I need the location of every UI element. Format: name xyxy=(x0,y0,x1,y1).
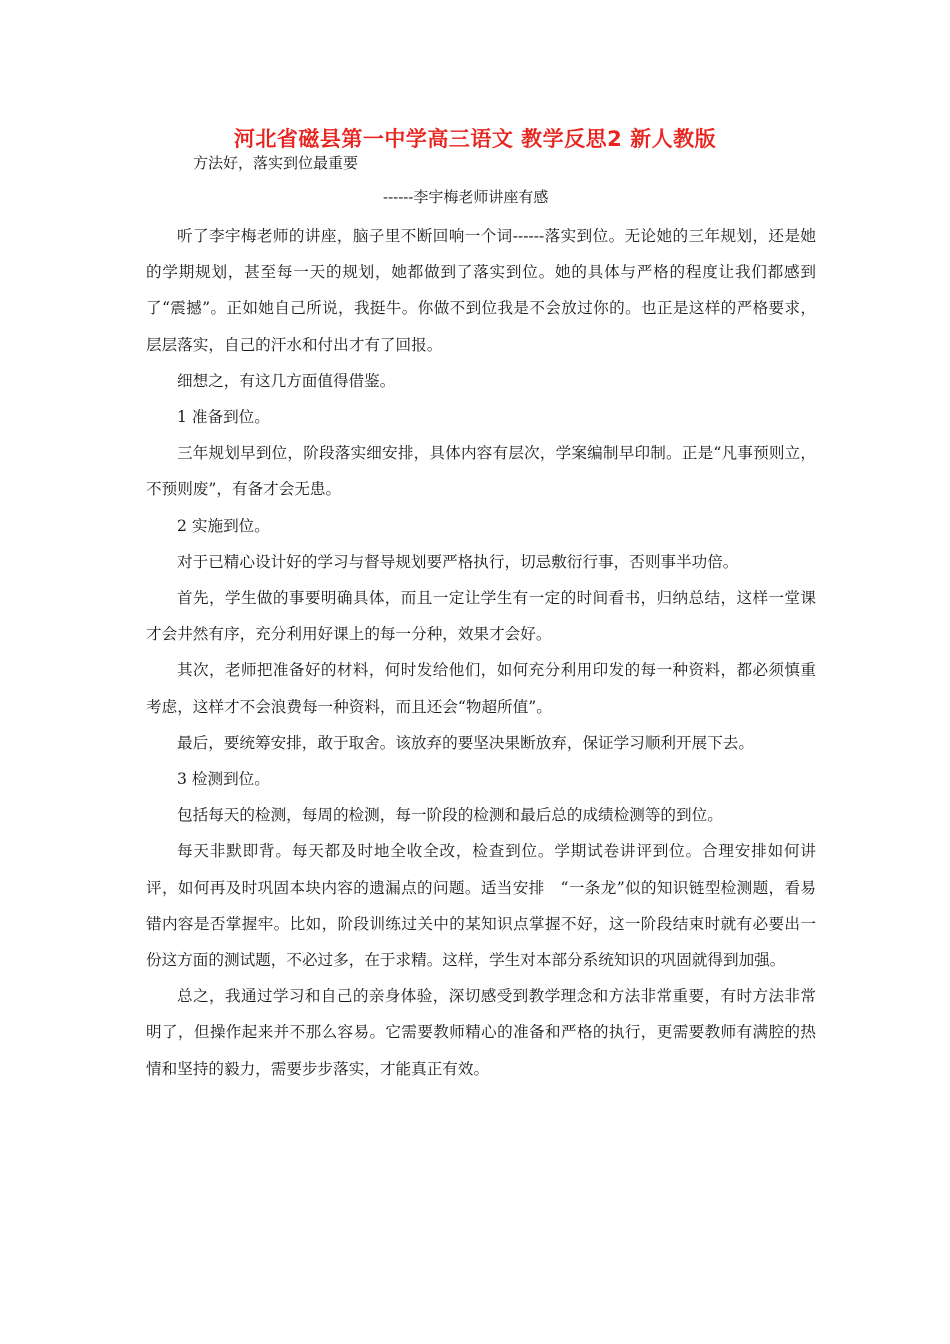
paragraph-implementation: 对于已精心设计好的学习与督导规划要严格执行，切忌敷衍行事，否则事半功倍。 xyxy=(177,552,739,571)
paragraph-first: 首先，学生做的事要明确具体，而且一定让学生有一定的时间看书，归纳总结，这样一堂课才会井然有序，充分利用好课上的每一分种，效果才会好。 xyxy=(146,589,816,644)
section-heading-preparation: 1 准备到位。 xyxy=(177,408,270,427)
paragraph-testing: 包括每天的检测，每周的检测，每一阶段的检测和最后总的成绩检测等的到位。 xyxy=(177,806,723,825)
paragraph-second: 其次，老师把准备好的材料，何时发给他们，如何充分利用印发的每一种资料，都必须慎重考虑，这样才不会浪费每一种资料，而且还会“物超所值”。 xyxy=(146,661,816,716)
section-heading-testing: 3 检测到位。 xyxy=(177,770,270,789)
document-body xyxy=(146,218,816,1087)
document-byline: ------李宇梅老师讲座有感 xyxy=(383,188,549,206)
paragraph-last: 最后，要统筹安排，敢于取舍。该放弃的要坚决果断放弃，保证学习顺利开展下去。 xyxy=(177,733,754,752)
document-subtitle: 方法好，落实到位最重要 xyxy=(193,154,359,172)
paragraph-daily: 每天非默即背。每天都及时地全收全改，检查到位。学期试卷讲评到位。合理安排如何讲评，如何再及时巩固本块内容的遗漏点的问题。适当安排 “一条龙”似的知识链型检测题，看易错内容是否掌握牢。比如，阶段训练过关中的某知识点掌握不好，这一阶段结束时就有必要出一份这方面的测试题，不必过多，在于求精。这样，学生对本部分系统知识的巩固就得到加强。 xyxy=(146,842,816,970)
paragraph-conclusion: 总之，我通过学习和自己的亲身体验，深切感受到教学理念和方法非常重要，有时方法非常明了，但操作起来并不那么容易。它需要教师精心的准备和严格的执行，更需要教师有满腔的热情和坚持的毅力，需要步步落实，才能真正有效。 xyxy=(146,987,816,1078)
paragraph-preparation: 三年规划早到位，阶段落实细安排，具体内容有层次，学案编制早印制。正是“凡事预则立，不预则废”，有备才会无患。 xyxy=(146,444,816,499)
document-title: 河北省磁县第一中学高三语文 教学反思2 新人教版 xyxy=(233,127,717,151)
section-heading-implementation: 2 实施到位。 xyxy=(177,516,270,535)
paragraph-intro: 听了李宇梅老师的讲座，脑子里不断回响一个词------落实到位。无论她的三年规划，还是她的学期规划，甚至每一天的规划，她都做到了落实到位。她的具体与严格的程度让我们都感到了“震撼”。正如她自己所说，我挺牛。你做不到位我是不会放过你的。也正是这样的严格要求，层层落实，自己的汗水和付出才有了回报。 xyxy=(146,227,816,354)
paragraph-lead: 细想之，有这几方面值得借鉴。 xyxy=(177,371,396,390)
